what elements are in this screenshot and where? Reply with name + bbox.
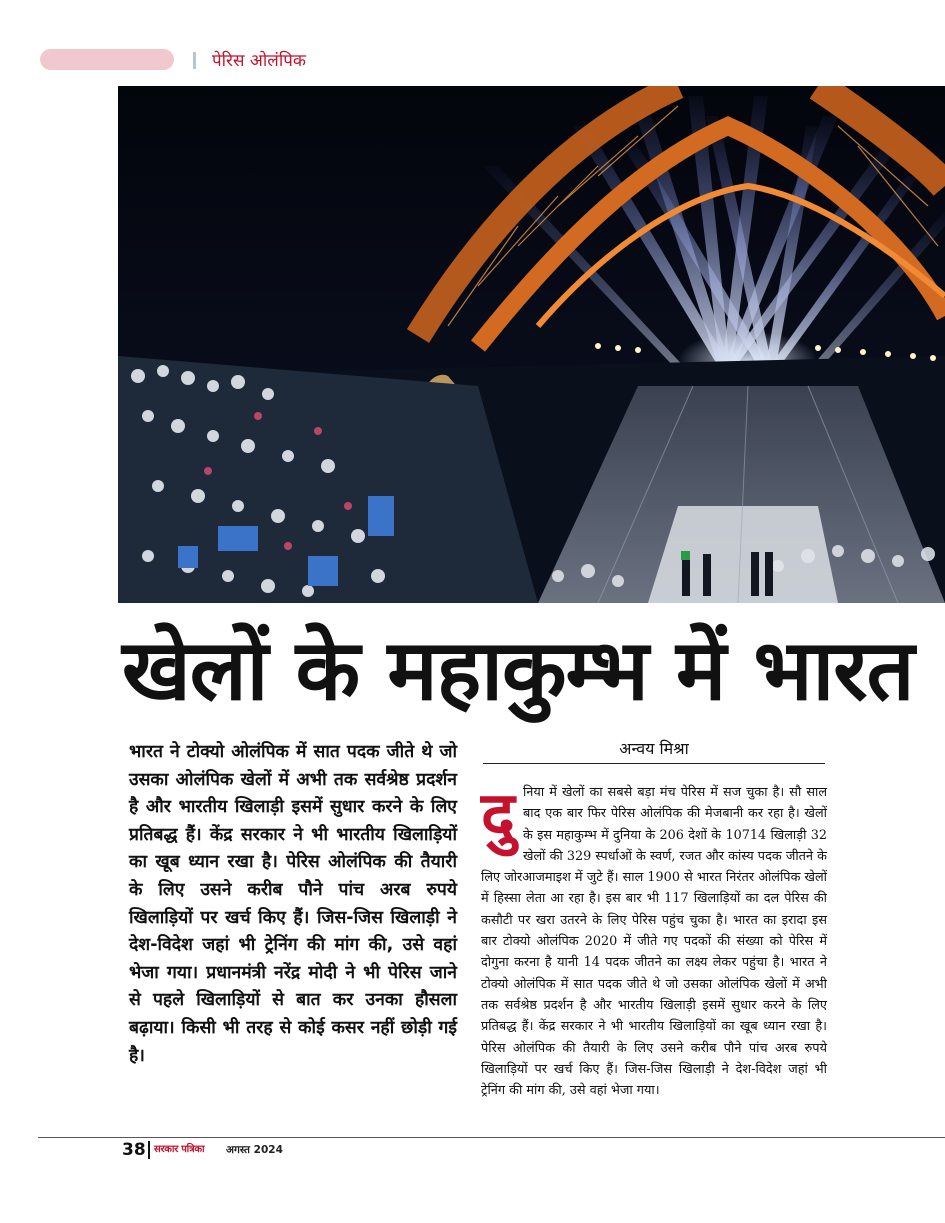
section-tag-pill — [40, 49, 174, 70]
drop-cap: दु — [481, 779, 515, 853]
footer-rule — [38, 1137, 945, 1138]
intro-paragraph: भारत ने टोक्यो ओलंपिक में सात पदक जीते थे जो उसका ओलंपिक खेलों में अभी तक सर्वश्रेष्ठ प्रदर्शन है और भारतीय खिलाड़ी इसमें सुधार करने के लिए प्रतिबद्ध हैं। केंद्र सरकार ने भी भारतीय खिलाड़ियों का खूब ध्यान रखा है। पेरिस ओलंपिक की तैयारी के लिए उसने करीब पौने पांच अरब रुपये खिलाड़ियों पर खर्च किए हैं। जिस-जिस खिलाड़ी ने देश-विदेश जहां भी ट्रेनिंग की मांग की, उसे वहां भेजा गया। प्रधानमंत्री नरेंद्र मोदी ने भी पेरिस जाने से पहले खिलाड़ियों से बात कर उनका हौसला बढ़ाया। किसी भी तरह से कोई कसर नहीं छोड़ी गई है। — [129, 742, 457, 1066]
article-body — [481, 779, 827, 1101]
hero-photo — [118, 86, 945, 603]
section-label: पेरिस ओलंपिक — [212, 51, 306, 71]
byline-rule — [483, 763, 825, 764]
issue-date: अगस्त 2024 — [226, 1144, 283, 1156]
page-number: 38 — [122, 1140, 146, 1160]
section-divider — [193, 52, 196, 69]
publication-logo: सरकार पत्रिका — [154, 1144, 205, 1155]
footer-divider — [148, 1141, 150, 1159]
hero-photo-illustration — [118, 86, 945, 603]
article-body-text: निया में खेलों का सबसे बड़ा मंच पेरिस में सज चुका है। सौ साल बाद एक बार फिर पेरिस ओलंपिक की मेजबानी कर रहा है। खेलों के इस महाकुम्भ में दुनिया के 206 देशों के 10714 खिलाड़ी 32 खेलों की 329 स्पर्धाओं के स्वर्ण, रजत और कांस्य पदक जीतने के लिए जोरआजमाइश में जुटे हैं। साल 1900 से भारत निरंतर ओलंपिक खेलों में हिस्सा लेता आ रहा है। इस बार भी 117 खिलाड़ियों का दल पेरिस की कसौटी पर खरा उतरने के लिए पेरिस पहुंच चुका है। भारत का इरादा इस बार टोक्यो ओलंपिक 2020 में जीते गए पदकों की संख्या को पेरिस में दोगुना करना है यानी 14 पदक जीतने का लक्ष्य लेकर पहुंचा है। भारत ने टोक्यो ओलंपिक में सात पदक जीते थे जो उसका ओलंपिक खेलों में अभी तक सर्वश्रेष्ठ प्रदर्शन है और भारतीय खिलाड़ी इसमें सुधार करने के लिए प्रतिबद्ध हैं। केंद्र सरकार ने भी भारतीय खिलाड़ियों का खूब ध्यान रखा है। पेरिस ओलंपिक की तैयारी के लिए उसने करीब पौने पांच अरब रुपये खिलाड़ियों पर खर्च किए हैं। जिस-जिस खिलाड़ी ने देश-विदेश जहां भी ट्रेनिंग की मांग की, उसे वहां भेजा गया। — [481, 785, 827, 1099]
author-byline: अन्वय मिश्रा — [619, 739, 689, 758]
article-headline: खेलों के महाकुम्भ में भारत — [122, 621, 914, 719]
